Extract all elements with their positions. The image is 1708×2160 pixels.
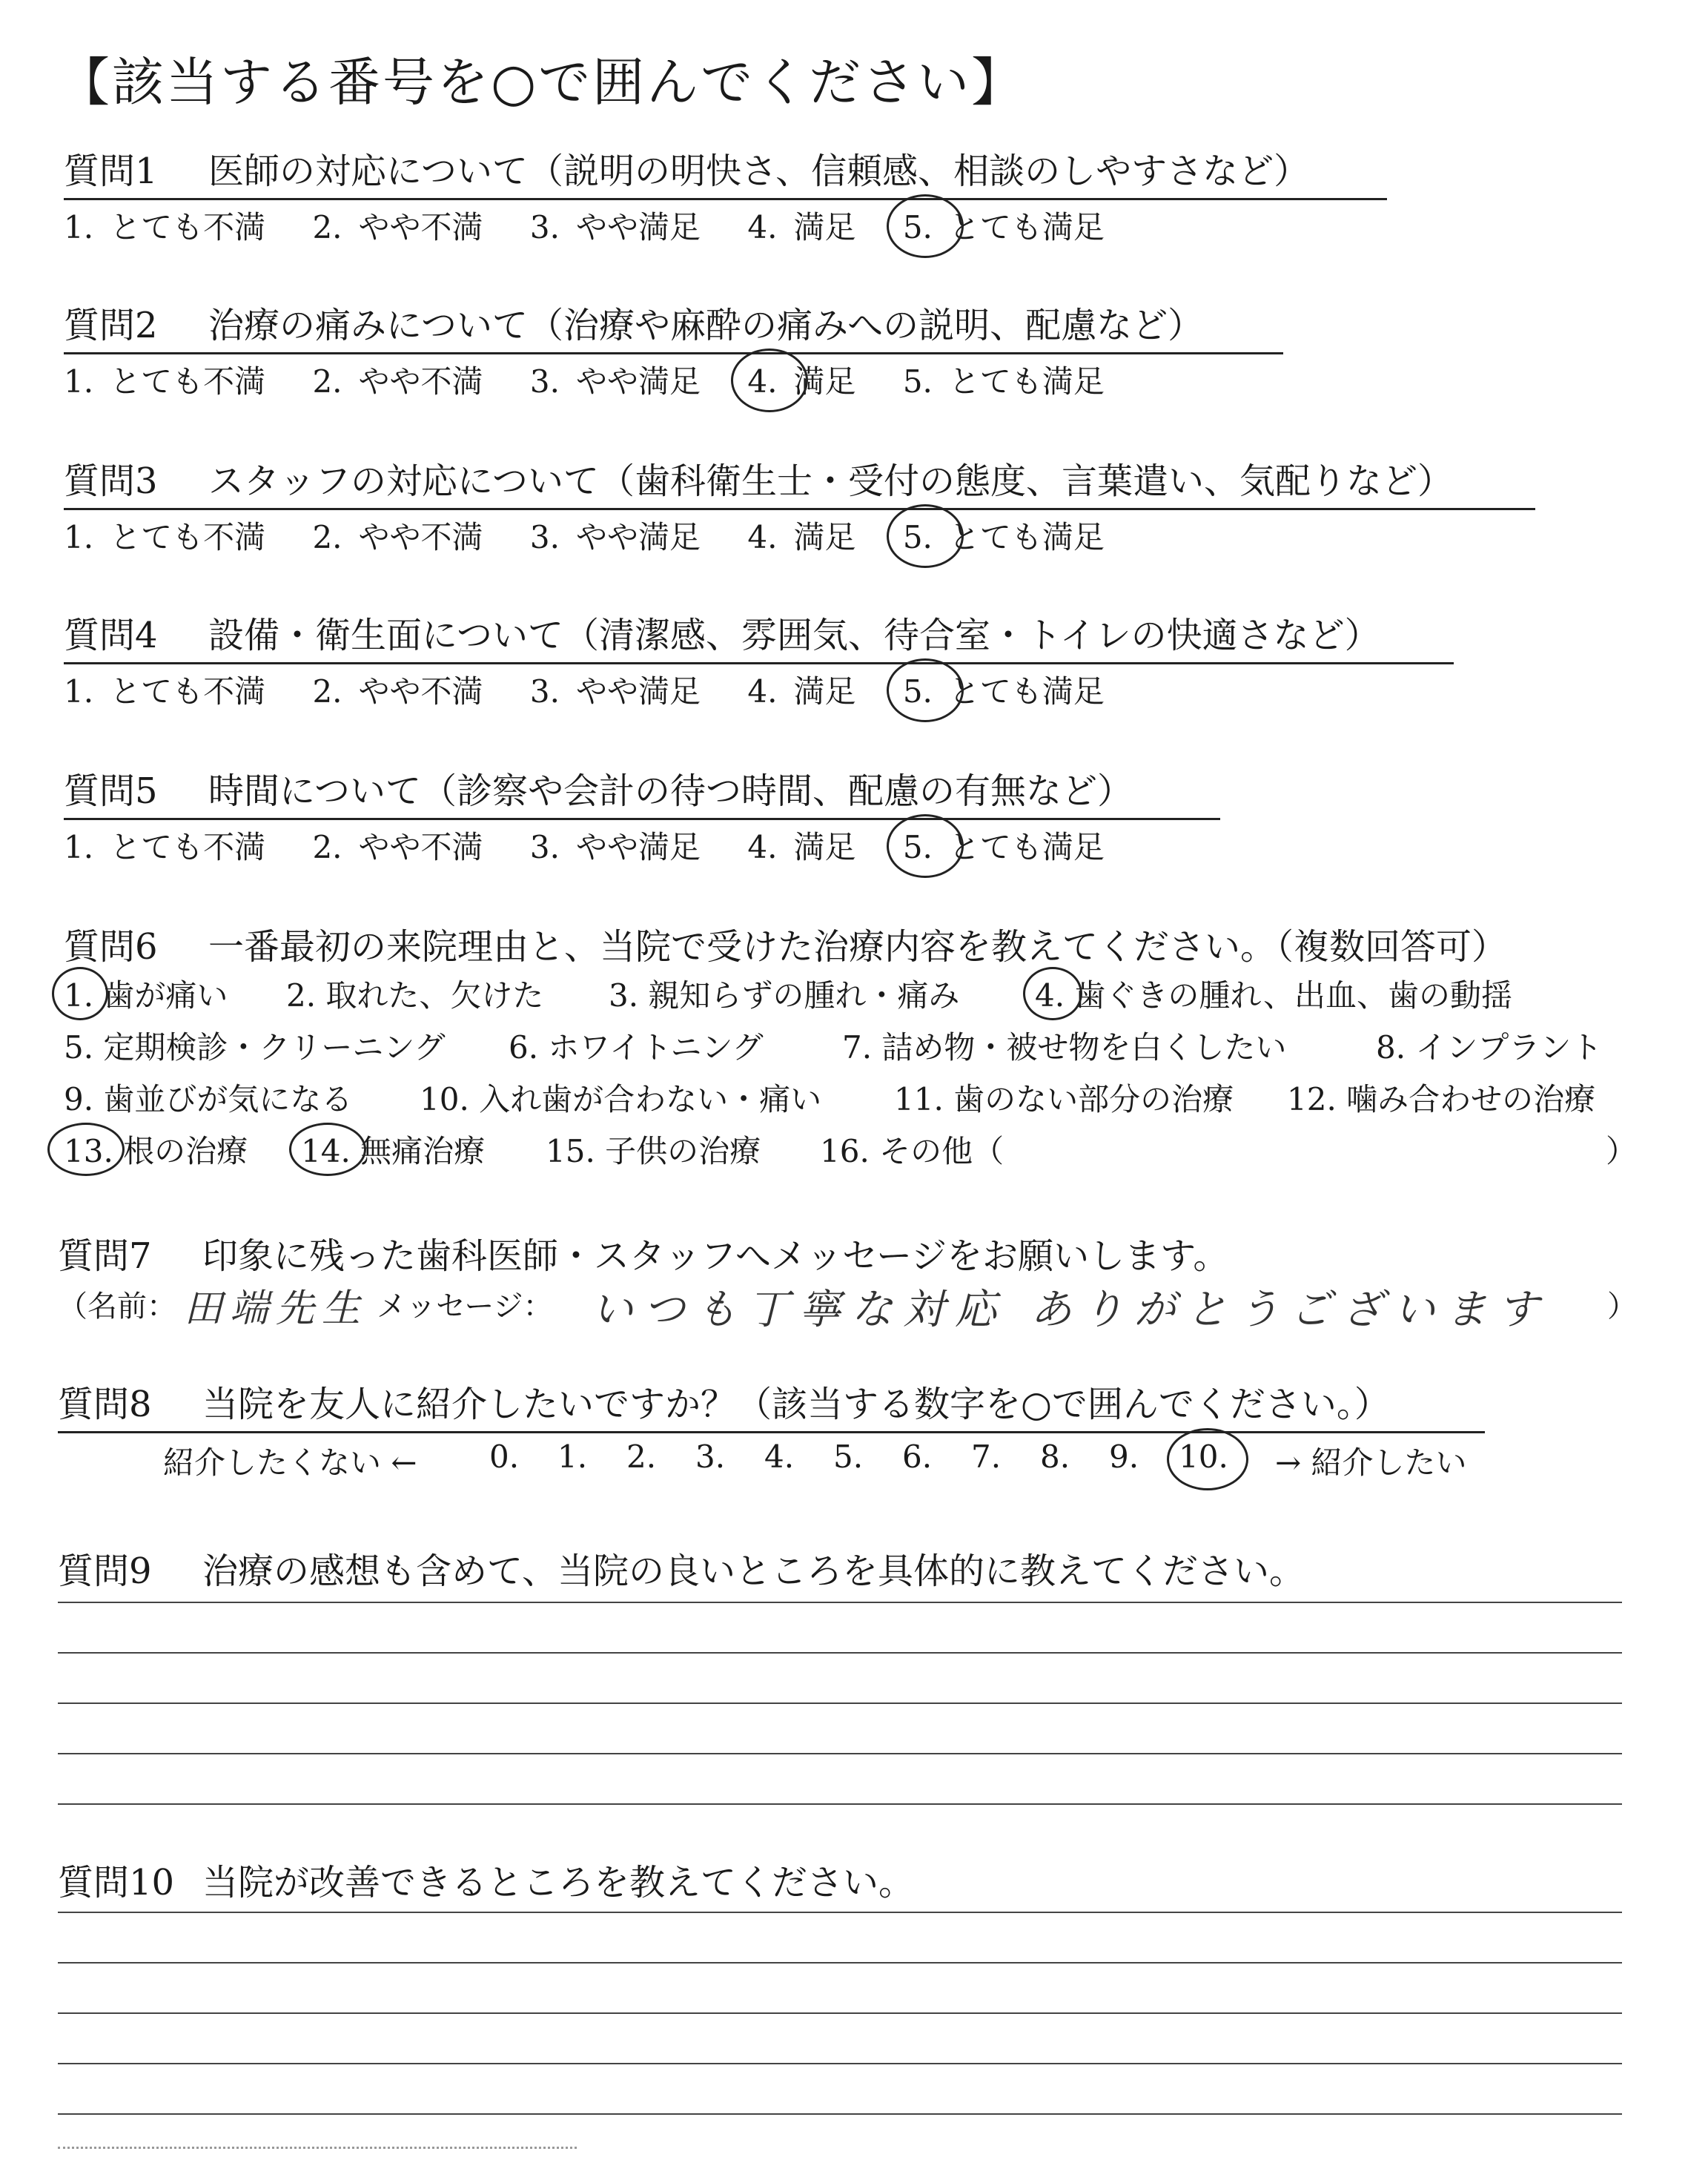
- q6-option-7[interactable]: 7. 詰め物・被せ物を白くしたい: [842, 1029, 1287, 1066]
- q6-option-4[interactable]: 4. 歯ぐきの腫れ、出血、歯の動揺: [1035, 970, 1512, 1022]
- option-1[interactable]: 1. とても不満: [64, 829, 266, 865]
- option-3[interactable]: 3. やや満足: [529, 363, 701, 400]
- q6-option-14[interactable]: 14. 無痛治療: [301, 1126, 485, 1178]
- q6-option-9[interactable]: 9. 歯並びが気になる: [64, 1081, 353, 1117]
- option-2[interactable]: 2. やや不満: [312, 673, 483, 710]
- answer-line[interactable]: [58, 1753, 1622, 1754]
- q6-option-13[interactable]: 13. 根の治療: [64, 1126, 248, 1178]
- handwritten-message[interactable]: いつも丁寧な対応 ありがとうございます: [592, 1286, 1549, 1334]
- option-4[interactable]: 4. 満足: [747, 673, 856, 710]
- scale-3[interactable]: 3.: [695, 1439, 726, 1475]
- scale-7[interactable]: 7.: [971, 1439, 1002, 1475]
- q6-option-15[interactable]: 15. 子供の治療: [546, 1133, 761, 1169]
- answer-line[interactable]: [58, 1652, 1622, 1654]
- question-text: 一番最初の来院理由と、当院で受けた治療内容を教えてください。（複数回答可）: [208, 926, 1508, 968]
- question-label: 質問8: [58, 1384, 152, 1425]
- option-3[interactable]: 3. やや満足: [529, 519, 701, 555]
- option-4[interactable]: 4. 満足: [747, 209, 856, 245]
- question-label: 質問1: [64, 151, 158, 192]
- answer-line[interactable]: [58, 1803, 1622, 1805]
- question-4-options: [64, 667, 1142, 712]
- selection-circle: [887, 658, 964, 722]
- scale-9[interactable]: 9.: [1109, 1439, 1139, 1475]
- option-2[interactable]: 2. やや不満: [312, 829, 483, 865]
- question-5-heading: [64, 762, 1220, 820]
- option-3[interactable]: 3. やや満足: [529, 829, 701, 865]
- option-1[interactable]: 1. とても不満: [64, 673, 266, 710]
- option-5[interactable]: 5. とても満足: [903, 667, 1105, 712]
- option-4[interactable]: 4. 満足: [747, 357, 855, 402]
- scale-left-label: 紹介したくない ←: [163, 1444, 417, 1481]
- question-label: 質問6: [64, 926, 158, 968]
- scale-6[interactable]: 6.: [902, 1439, 933, 1475]
- q6-option-8[interactable]: 8. インプラント: [1376, 1029, 1603, 1066]
- scale-right-label: → 紹介したい: [1275, 1444, 1467, 1481]
- question-1-options: [64, 203, 1142, 248]
- answer-line[interactable]: [58, 1702, 1622, 1704]
- question-1-heading: [64, 142, 1387, 200]
- option-2[interactable]: 2. やや不満: [312, 519, 483, 555]
- option-1[interactable]: 1. とても不満: [64, 209, 266, 245]
- selection-circle: [47, 1123, 125, 1176]
- answer-line[interactable]: [58, 1912, 1622, 1913]
- scale-2[interactable]: 2.: [626, 1439, 657, 1475]
- scale-1[interactable]: 1.: [557, 1439, 588, 1475]
- question-label: 質問7: [58, 1235, 152, 1277]
- answer-line[interactable]: [58, 2012, 1622, 2014]
- scale-5[interactable]: 5.: [833, 1439, 864, 1475]
- question-8-heading: [58, 1375, 1485, 1433]
- question-label: 質問4: [64, 615, 158, 656]
- question-3-heading: [64, 452, 1535, 510]
- question-4-heading: [64, 607, 1454, 664]
- selection-circle: [887, 814, 964, 878]
- question-label: 質問5: [64, 770, 158, 812]
- survey-page: 【該当する番号を○で囲んでください】 質問1 医師の対応について（説明の明快さ、信頼感、相談のしやすさなど） 1. とても不満 2. やや不満 3. やや満足 4. 満足 5. とても満足 質問2 治療の痛みについて（治療や麻酔の痛みへの説明、配慮など） 1. とても不満 2. やや不満 3. やや満足 4. 満足 5. とても満足 質問3 スタッフの対応について（歯科衛生士・受付の態度、言葉遣い、気配りなど） 1. とても不満 2. やや不満 3. やや満足 4. 満足 5. とても満足 質問4 設備・衛生面について（清潔感、雰囲気、待合室・トイレの快適さなど） 1. とても不満 2. やや不満 3. やや満足 4. 満足 5. とても満足 質問5 時間について（診察や会計の待つ時間、配慮の有無など） 1. とても不満 2. やや不満 3. やや満足 4. 満足 5. とても満足 質問6 一番最初の来院理由と、当院で受けた治療内容を教えてください。（複数回答可） 1. 歯が痛い 2. 取れた、欠けた 3. 親知らずの腫れ・痛み 4. 歯ぐきの腫れ、出血、歯の動揺 5. 定期検診・クリーニング 6. ホワイトニング 7. 詰め物・被せ物を白くしたい 8. インプラント 9. 歯並びが気になる 10. 入れ歯が合わない・痛い 11. 歯のない部分の治療 12. 噛み合わせの治療 13. 根の治療 14. 無痛治療 15. 子供の治療 16. その他（ ） 質問7 印象に残った歯科医師・スタッフへメッセージをお願いします。 （名前： 田端先生 メッセージ： いつも丁寧な対応 ありがとうございます ） 質問8 当院を友人に紹介したいですか？（該当する数字を○で囲んでください。） 紹介したくない ← 0. 1. 2. 3. 4. 5. 6. 7. 8. 9. 10. → 紹介したい 質問9 治療の感想も含めて、当院の良いところを具体的に教えてください。 質問10 当院が改善できるところを教えてください。: [0, 0, 1708, 2160]
- scale-8[interactable]: 8.: [1040, 1439, 1070, 1475]
- option-1[interactable]: 1. とても不満: [64, 519, 266, 555]
- selection-circle: [887, 504, 964, 568]
- option-5[interactable]: 5. とても満足: [902, 363, 1105, 400]
- question-label: 質問9: [58, 1550, 152, 1592]
- q6-option-6[interactable]: 6. ホワイトニング: [509, 1029, 764, 1066]
- question-text: スタッフの対応について（歯科衛生士・受付の態度、言葉遣い、気配りなど）: [208, 460, 1454, 502]
- selection-circle: [1023, 967, 1082, 1020]
- question-3-options: [64, 513, 1142, 558]
- question-2-heading: [64, 297, 1283, 354]
- question-text: 当院を友人に紹介したいですか？（該当する数字を○で囲んでください。）: [202, 1384, 1390, 1425]
- option-1[interactable]: 1. とても不満: [64, 363, 266, 400]
- question-5-options: [64, 823, 1142, 868]
- question-text: 治療の痛みについて（治療や麻酔の痛みへの説明、配慮など）: [208, 305, 1204, 346]
- selection-circle: [52, 967, 108, 1020]
- option-3[interactable]: 3. やや満足: [529, 673, 701, 710]
- answer-line[interactable]: [58, 2063, 1622, 2064]
- answer-line[interactable]: [58, 1962, 1622, 1964]
- option-5[interactable]: 5. とても満足: [903, 823, 1105, 868]
- question-text: 当院が改善できるところを教えてください。: [202, 1862, 915, 1903]
- option-3[interactable]: 3. やや満足: [529, 209, 701, 245]
- question-10-heading: [58, 1854, 914, 1909]
- question-2-options: [64, 357, 1142, 402]
- q6-option-11[interactable]: 11. 歯のない部分の治療: [894, 1081, 1234, 1117]
- question-label: 質問2: [64, 305, 158, 346]
- q6-option-5[interactable]: 5. 定期検診・クリーニング: [64, 1029, 446, 1066]
- q6-option-2[interactable]: 2. 取れた、欠けた: [286, 977, 544, 1014]
- q6-option-1[interactable]: 1. 歯が痛い: [64, 970, 228, 1022]
- selection-circle: [887, 194, 964, 258]
- scale-4[interactable]: 4.: [764, 1439, 795, 1475]
- question-6-heading: [64, 918, 1507, 974]
- q6-option-12[interactable]: 12. 噛み合わせの治療: [1287, 1081, 1596, 1117]
- message-close: ）: [1607, 1289, 1637, 1324]
- scale-0[interactable]: 0.: [489, 1439, 520, 1475]
- question-text: 設備・衛生面について（清潔感、雰囲気、待合室・トイレの快適さなど）: [208, 615, 1380, 656]
- question-text: 印象に残った歯科医師・スタッフへメッセージをお願いします。: [202, 1235, 1229, 1277]
- question-text: 時間について（診察や会計の待つ時間、配慮の有無など）: [208, 770, 1133, 812]
- message-label: メッセージ：: [377, 1289, 553, 1324]
- name-prefix: （名前：: [58, 1289, 176, 1324]
- q6-option-16[interactable]: 16. その他（: [820, 1133, 1004, 1169]
- question-label: 質問3: [64, 460, 158, 502]
- option-2[interactable]: 2. やや不満: [312, 209, 483, 245]
- question-7-heading: [58, 1227, 1228, 1283]
- option-4[interactable]: 4. 満足: [747, 519, 856, 555]
- selection-circle: [731, 349, 808, 412]
- q6-option-10[interactable]: 10. 入れ歯が合わない・痛い: [420, 1081, 822, 1117]
- question-label: 質問10: [58, 1862, 175, 1903]
- selection-circle: [289, 1123, 366, 1176]
- option-5[interactable]: 5. とても満足: [903, 203, 1105, 248]
- handwritten-name[interactable]: 田端先生: [184, 1287, 368, 1331]
- answer-line[interactable]: [58, 2113, 1622, 2115]
- page-title: 【該当する番号を○で囲んでください】: [58, 52, 1026, 113]
- option-2[interactable]: 2. やや不満: [312, 363, 483, 400]
- q6-other-close: ）: [1606, 1133, 1638, 1169]
- question-text: 治療の感想も含めて、当院の良いところを具体的に教えてください。: [202, 1550, 1305, 1592]
- question-text: 医師の対応について（説明の明快さ、信頼感、相談のしやすさなど）: [208, 151, 1310, 192]
- answer-line[interactable]: [58, 1602, 1622, 1603]
- page-footer-mark: [58, 2147, 577, 2149]
- question-9-heading: [58, 1542, 1305, 1598]
- option-5[interactable]: 5. とても満足: [903, 513, 1105, 558]
- q6-option-3[interactable]: 3. 親知らずの腫れ・痛み: [609, 977, 960, 1014]
- option-4[interactable]: 4. 満足: [747, 829, 856, 865]
